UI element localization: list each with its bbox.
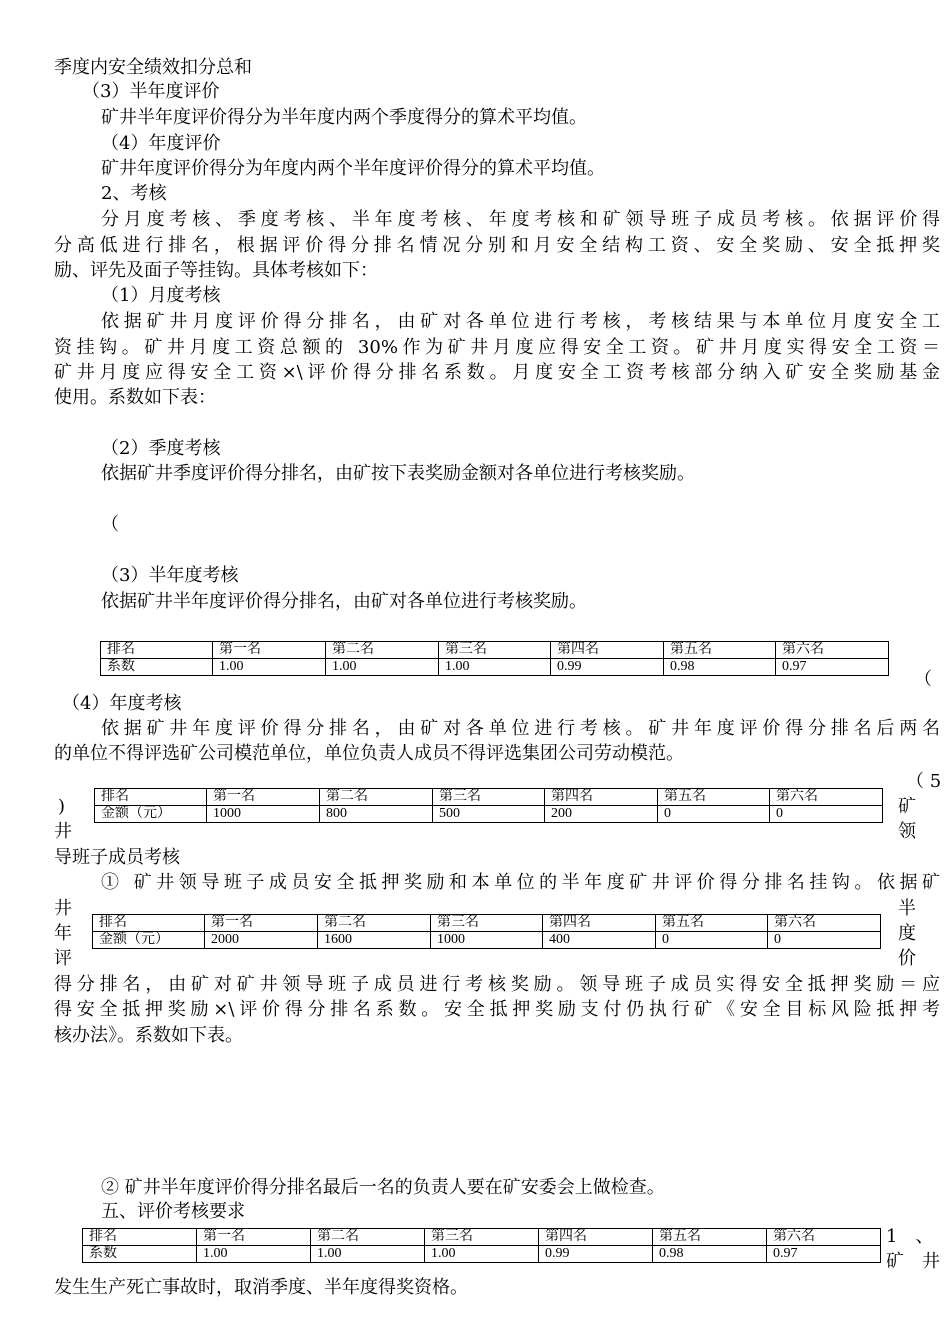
table-cell: 0 <box>658 806 770 823</box>
table-cell: 第五名 <box>658 789 770 806</box>
table-cell: 第五名 <box>664 642 776 659</box>
table-cell: 第二名 <box>311 1229 425 1246</box>
table-cell: 1000 <box>431 932 543 949</box>
table-cell: 第一名 <box>197 1229 311 1246</box>
table-cell: 第一名 <box>205 915 318 932</box>
heading-half-year-assessment: （3）半年度考核 <box>101 565 239 586</box>
heading-quarterly-assessment: （2）季度考核 <box>101 438 221 459</box>
text-line: 分高低进行排名，根据评价得分排名情况分别和月安全结构工资、安全奖励、安全抵押奖 <box>54 235 940 256</box>
side-fragment: 矿 <box>898 796 916 817</box>
side-fragment: 半 <box>898 898 916 919</box>
table-cell: 1.00 <box>425 1246 539 1263</box>
text-line: 依据矿井年度评价得分排名，由矿对各单位进行考核。矿井年度评价得分排名后两名 <box>101 718 940 739</box>
text-line: 使用。系数如下表： <box>54 387 216 408</box>
table-row <box>101 659 889 676</box>
text-line: 发生生产死亡事故时，取消季度、半年度得奖资格。 <box>54 1277 468 1298</box>
coefficient-table <box>100 641 889 676</box>
table-cell: 1.00 <box>197 1246 311 1263</box>
side-fragment: 度 <box>898 923 916 944</box>
table-cell: 0 <box>656 932 768 949</box>
heading-assessment: 2、考核 <box>101 183 167 204</box>
half-year-reward-table <box>92 914 881 949</box>
text-line: 得安全抵押奖励×\评价得分排名系数。安全抵押奖励支付仍执行矿《安全目标风险抵押考 <box>54 999 940 1020</box>
table-cell: 第五名 <box>653 1229 767 1246</box>
table-cell: 第三名 <box>439 642 551 659</box>
table-cell: 排名 <box>93 915 205 932</box>
table-cell: 1.00 <box>439 659 551 676</box>
quarterly-reward-table <box>94 788 883 823</box>
text-line: 励、评先及面子等挂钩。具体考核如下： <box>54 260 378 281</box>
heading-monthly-assessment: （1）月度考核 <box>101 285 221 306</box>
side-fragment: （ <box>914 669 932 690</box>
table-cell: 金额（元） <box>93 932 205 949</box>
side-fragment: 1 、 <box>886 1226 934 1247</box>
side-fragment: 矿 井 <box>886 1251 940 1272</box>
text-line: 矿井半年度评价得分为半年度内两个季度得分的算术平均值。 <box>101 107 587 128</box>
table-cell: 0 <box>770 806 883 823</box>
table-cell: 800 <box>320 806 433 823</box>
side-fragment: 价 <box>898 948 916 969</box>
side-fragment: 领 <box>898 821 916 842</box>
table-cell: 排名 <box>83 1229 197 1246</box>
side-fragment: 井 <box>54 821 72 842</box>
table-cell: 0.97 <box>767 1246 881 1263</box>
table-cell: 排名 <box>95 789 207 806</box>
table-cell: 第四名 <box>545 789 658 806</box>
heading-half-year-evaluation: （3）半年度评价 <box>82 81 220 102</box>
table-cell: 400 <box>543 932 656 949</box>
side-fragment: 年 <box>54 923 72 944</box>
table-cell: 0.98 <box>664 659 776 676</box>
table-cell: 500 <box>433 806 545 823</box>
table-row <box>83 1229 881 1246</box>
text-line: 依据矿井季度评价得分排名，由矿按下表奖励金额对各单位进行考核奖励。 <box>101 463 695 484</box>
text-line: 矿井年度评价得分为年度内两个半年度评价得分的算术平均值。 <box>101 158 605 179</box>
table-cell: 第六名 <box>767 1229 881 1246</box>
table-cell: 第一名 <box>213 642 326 659</box>
table-cell: 系数 <box>101 659 213 676</box>
text-line: 资挂钩。矿井月度工资总额的 30%作为矿井月度应得安全工资。矿井月度实得安全工资＝ <box>54 337 940 358</box>
text-line: 依据矿井半年度评价得分排名，由矿对各单位进行考核奖励。 <box>101 591 587 612</box>
text-line: 季度内安全绩效扣分总和 <box>54 57 252 78</box>
table-row <box>95 806 883 823</box>
table-cell: 排名 <box>101 642 213 659</box>
side-fragment: 井 <box>54 898 72 919</box>
text-line: 矿井月度应得安全工资×\评价得分排名系数。月度安全工资考核部分纳入矿安全奖励基金 <box>54 362 940 383</box>
table-cell: 0.97 <box>776 659 889 676</box>
table-cell: 第一名 <box>207 789 320 806</box>
table-row <box>93 932 881 949</box>
table-cell: 2000 <box>205 932 318 949</box>
table-cell: 200 <box>545 806 658 823</box>
table-cell: 1000 <box>207 806 320 823</box>
side-fragment: ) <box>58 796 66 817</box>
table-cell: 0.99 <box>539 1246 653 1263</box>
table-cell: 第四名 <box>551 642 664 659</box>
table-cell: 第四名 <box>543 915 656 932</box>
heading-requirements: 五、评价考核要求 <box>101 1201 245 1222</box>
text-line: 依据矿井月度评价得分排名，由矿对各单位进行考核，考核结果与本单位月度安全工 <box>101 311 940 332</box>
table-cell: 1600 <box>318 932 431 949</box>
table-row <box>95 789 883 806</box>
table-cell: 第三名 <box>433 789 545 806</box>
table-cell: 第六名 <box>768 915 881 932</box>
side-fragment: 评 <box>54 948 72 969</box>
table-row <box>93 915 881 932</box>
side-fragment: （ 5 <box>906 771 942 792</box>
table-cell: 第四名 <box>539 1229 653 1246</box>
table-cell: 金额（元） <box>95 806 207 823</box>
table-cell: 第三名 <box>431 915 543 932</box>
leadership-coefficient-table <box>82 1228 881 1263</box>
table-row <box>101 642 889 659</box>
heading-annual-assessment: （4）年度考核 <box>62 693 182 714</box>
text-line: 得分排名，由矿对矿井领导班子成员进行考核奖励。领导班子成员实得安全抵押奖励＝应 <box>54 974 940 995</box>
text-line: 分月度考核、季度考核、半年度考核、年度考核和矿领导班子成员考核。依据评价得 <box>101 209 940 230</box>
text-line: ② 矿井半年度评价得分排名最后一名的负责人要在矿安委会上做检查。 <box>101 1177 665 1198</box>
table-cell: 第二名 <box>320 789 433 806</box>
table-cell: 0 <box>768 932 881 949</box>
table-cell: 0.98 <box>653 1246 767 1263</box>
table-cell: 第二名 <box>318 915 431 932</box>
table-cell: 1.00 <box>213 659 326 676</box>
heading-leadership-assessment: 导班子成员考核 <box>54 847 180 868</box>
text-line: 核办法》。系数如下表。 <box>54 1025 243 1046</box>
text-line: （ <box>101 514 119 535</box>
table-row <box>83 1246 881 1263</box>
table-cell: 第六名 <box>776 642 889 659</box>
heading-annual-evaluation: （4）年度评价 <box>101 133 221 154</box>
table-cell: 第二名 <box>326 642 439 659</box>
table-cell: 第六名 <box>770 789 883 806</box>
table-cell: 系数 <box>83 1246 197 1263</box>
table-cell: 1.00 <box>326 659 439 676</box>
table-cell: 0.99 <box>551 659 664 676</box>
text-line: 的单位不得评选矿公司模范单位，单位负责人成员不得评选集团公司劳动模范。 <box>54 743 684 764</box>
text-line: ① 矿井领导班子成员安全抵押奖励和本单位的半年度矿井评价得分排名挂钩。依据矿 <box>101 872 940 893</box>
table-cell: 第五名 <box>656 915 768 932</box>
table-cell: 1.00 <box>311 1246 425 1263</box>
table-cell: 第三名 <box>425 1229 539 1246</box>
